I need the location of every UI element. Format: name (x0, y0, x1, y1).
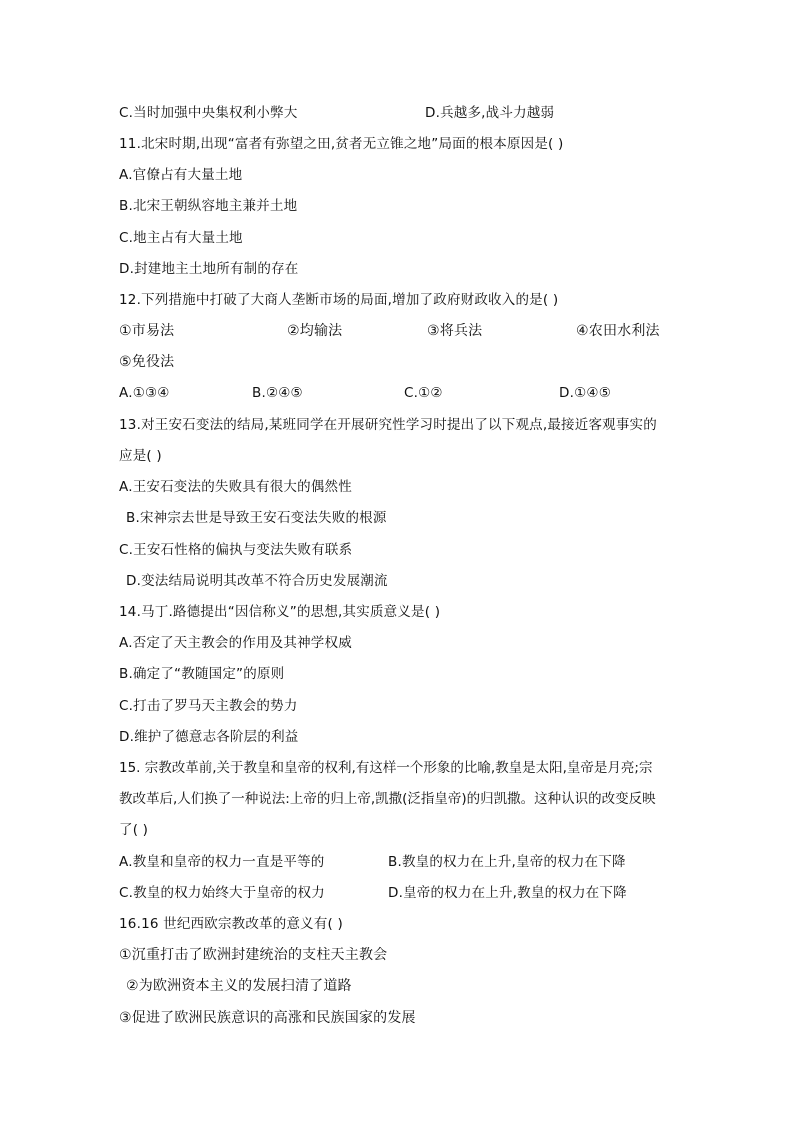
q14-option-a: A.否定了天主教会的作用及其神学权威 (119, 635, 352, 651)
q11-option-c: C.地主占有大量土地 (119, 230, 243, 246)
q16-item-2: ②为欧洲资本主义的发展扫清了道路 (126, 978, 352, 994)
question-15: 15. 宗教改革前,关于教皇和皇帝的权利,有这样一个形象的比喻,教皇是太阳,皇帝是月亮;宗 (119, 760, 653, 776)
q16-item-1: ①沉重打击了欧洲封建统治的支柱天主教会 (119, 947, 388, 963)
q15-option-c: C.教皇的权力始终大于皇帝的权力 (119, 885, 325, 901)
q11-option-a: A.官僚占有大量土地 (119, 167, 243, 183)
q14-option-c: C.打击了罗马天主教会的势力 (119, 698, 298, 714)
q12-option-a: A.①③④ (119, 385, 170, 401)
question-16: 16.16 世纪西欧宗教改革的意义有( ) (119, 916, 343, 932)
question-11: 11.北宋时期,出现“富者有弥望之田,贫者无立锥之地”局面的根本原因是( ) (119, 136, 564, 152)
q15-option-d: D.皇帝的权力在上升,教皇的权力在下降 (388, 885, 627, 901)
q16-item-3: ③促进了欧洲民族意识的高涨和民族国家的发展 (119, 1010, 416, 1026)
option-c: C.当时加强中央集权利小弊大 (119, 105, 298, 121)
q12-item-3: ③将兵法 (427, 323, 483, 339)
question-13: 13.对王安石变法的结局,某班同学在开展研究性学习时提出了以下观点,最接近客观事实的 (119, 417, 657, 433)
q15-option-a: A.教皇和皇帝的权力一直是平等的 (119, 854, 325, 870)
q15-option-b: B.教皇的权力在上升,皇帝的权力在下降 (388, 854, 626, 870)
question-15-cont: 教改革后,人们换了一种说法:上帝的归上帝,凯撒(泛指皇帝)的归凯撒。这种认识的改变反映 (119, 791, 656, 807)
q12-option-b: B.②④⑤ (252, 385, 303, 401)
q12-item-2: ②均输法 (287, 323, 343, 339)
q13-option-c: C.王安石性格的偏执与变法失败有联系 (119, 542, 353, 558)
q12-option-d: D.①④⑤ (559, 385, 611, 401)
q13-option-a: A.王安石变法的失败具有很大的偶然性 (119, 479, 352, 495)
question-14: 14.马丁.路德提出“因信称义”的思想,其实质意义是( ) (119, 604, 441, 620)
q11-option-d: D.封建地主土地所有制的存在 (119, 261, 299, 277)
option-d: D.兵越多,战斗力越弱 (425, 105, 555, 121)
q12-item-5: ⑤免役法 (119, 354, 175, 370)
question-13-cont: 应是( ) (119, 448, 162, 464)
question-12: 12.下列措施中打破了大商人垄断市场的局面,增加了政府财政收入的是( ) (119, 292, 559, 308)
q12-option-c: C.①② (404, 385, 443, 401)
q13-option-b: B.宋神宗去世是导致王安石变法失败的根源 (126, 510, 387, 526)
q11-option-b: B.北宋王朝纵容地主兼并土地 (119, 198, 298, 214)
question-15-cont-2: 了( ) (119, 822, 149, 838)
q14-option-d: D.维护了德意志各阶层的利益 (119, 729, 299, 745)
q12-item-1: ①市易法 (119, 323, 175, 339)
q14-option-b: B.确定了“教随国定”的原则 (119, 666, 285, 682)
q12-item-4: ④农田水利法 (576, 323, 660, 339)
q13-option-d: D.变法结局说明其改革不符合历史发展潮流 (126, 573, 388, 589)
